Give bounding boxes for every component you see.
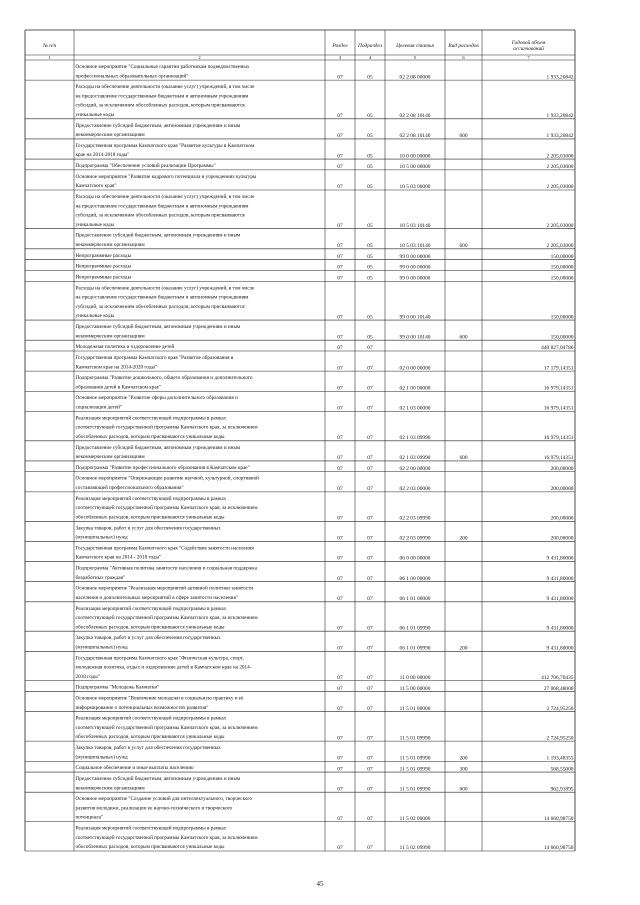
row-17-annual-volume: 16 979,14351 [543, 434, 574, 441]
row-33-podrazdel: 07 [367, 766, 373, 773]
row-14-name-line-0: Государственная программа Камчатского края "Развитие образования в [75, 355, 234, 362]
row-6-annual-volume: 2 205,03000 [546, 222, 574, 229]
row-36-name-line-0: Реализация мероприятий соответствующей подпрограммы в рамках [75, 825, 227, 832]
row-12-name-line-0: Предоставление субсидий бюджетным, автономным учреждениям и иным [75, 324, 241, 331]
row-2-podrazdel: 05 [367, 133, 373, 140]
row-3-podrazdel: 05 [367, 153, 373, 160]
row-34-razdel: 07 [337, 786, 343, 793]
row-32-target-article: 11 5 01 09990 [399, 755, 431, 762]
row-6-podrazdel: 05 [367, 222, 373, 229]
row-16-target-article: 02 1 03 00000 [399, 405, 431, 412]
row-36-target-article: 11 5 02 09990 [399, 845, 431, 852]
row-28-annual-volume: 412 706,70435 [541, 674, 574, 681]
column-index-4: 4 [368, 54, 372, 60]
row-19-target-article: 02 2 00 00000 [399, 465, 431, 472]
row-27-expense-type: 200 [459, 645, 468, 652]
row-31-podrazdel: 07 [367, 735, 373, 742]
row-17-podrazdel: 07 [367, 434, 373, 441]
row-33-razdel: 07 [337, 766, 343, 773]
row-17-razdel: 07 [337, 434, 343, 441]
row-36-name-line-1: соответствующей государственной программы Камчатского края, за исключением [75, 834, 258, 841]
row-4-target-article: 10 5 00 00000 [399, 164, 431, 171]
row-0-annual-volume: 1 933,20842 [546, 74, 574, 81]
row-35-podrazdel: 07 [367, 815, 373, 822]
row-14-razdel: 07 [337, 365, 343, 372]
row-2-target-article: 02 2 08 10140 [399, 133, 431, 140]
row-35-name-line-1: развития молодежи, реализации ее научно-технического и творческого [75, 805, 233, 812]
row-18-target-article: 02 1 03 09990 [399, 455, 431, 462]
row-15-name-line-1: образования детей в Камчатском крае" [75, 384, 162, 391]
row-27-podrazdel: 07 [367, 645, 373, 652]
row-6-name-line-3: уникальные коды [75, 221, 115, 228]
row-24-name-line-0: Подпрограмма "Активная политика занятости населения и социальная поддержка [75, 565, 258, 572]
column-index-6: 6 [462, 54, 465, 60]
row-16-name-line-1: социализации детей" [75, 404, 123, 411]
row-12-target-article: 99 0 00 10140 [399, 334, 431, 341]
row-27-target-article: 06 1 01 09990 [399, 645, 431, 652]
row-25-name-line-0: Основное мероприятие "Реализация мероприятий активной политики занятости [75, 585, 254, 592]
row-26-name-line-2: обособленных расходов, которым присваиваются уникальные коды [75, 624, 225, 631]
row-21-annual-volume: 200,00000 [550, 515, 574, 522]
row-13-annual-volume: 440 827,04786 [541, 345, 574, 352]
row-8-podrazdel: 05 [367, 253, 373, 260]
header-razdel: Раздел [332, 43, 348, 49]
row-13-razdel: 07 [337, 345, 343, 352]
row-33-expense-type: 300 [459, 766, 468, 773]
row-15-name-line-0: Подпрограмма "Развитие дошкольного, общего образования и дополнительного [75, 375, 253, 382]
row-17-name-line-0: Реализация мероприятий соответствующей подпрограммы в рамках [75, 415, 227, 422]
row-10-annual-volume: 150,00000 [550, 275, 574, 282]
row-14-annual-volume: 17 179,14351 [543, 365, 574, 372]
row-35-target-article: 11 5 02 00000 [399, 815, 431, 822]
row-28-razdel: 07 [337, 674, 343, 681]
row-31-annual-volume: 2 724,95250 [546, 735, 574, 742]
row-20-target-article: 02 2 03 00000 [399, 486, 431, 493]
row-9-name-line-0: Непрограммные расходы [75, 263, 132, 270]
column-index-5: 5 [413, 54, 417, 60]
row-24-podrazdel: 07 [367, 575, 373, 582]
row-23-razdel: 07 [337, 555, 343, 562]
row-1-name-line-2: субсидий, за исключением обособленных расходов, которым присваиваются [75, 102, 245, 109]
row-21-razdel: 07 [337, 515, 343, 522]
row-29-razdel: 07 [337, 685, 343, 692]
row-18-podrazdel: 07 [367, 455, 373, 462]
row-8-annual-volume: 150,00000 [550, 253, 574, 260]
row-21-name-line-1: соответствующей государственной программы Камчатского края, за исключением [75, 505, 258, 512]
row-23-name-line-1: Камчатского края на 2014 - 2018 годы" [75, 554, 162, 561]
page-number: 45 [316, 880, 324, 888]
row-27-annual-volume: 9 431,80000 [546, 645, 574, 652]
row-24-razdel: 07 [337, 575, 343, 582]
row-25-target-article: 06 1 01 00000 [399, 595, 431, 602]
row-22-expense-type: 200 [459, 535, 468, 542]
row-19-name-line-0: Подпрограмма "Развитие профессионального образования в Камчатском крае" [75, 464, 250, 471]
row-4-name-line-0: Подпрограмма "Обеспечение условий реализации Программы" [75, 163, 216, 170]
row-23-annual-volume: 9 431,80000 [546, 555, 574, 562]
row-17-name-line-2: обособленных расходов, которым присваиваются уникальные коды [75, 433, 225, 440]
row-9-annual-volume: 150,00000 [550, 264, 574, 271]
row-5-annual-volume: 2 205,03000 [546, 184, 574, 191]
row-3-annual-volume: 2 205,03000 [546, 153, 574, 160]
row-11-name-line-2: субсидий, за исключением обособленных расходов, которым присваиваются [75, 303, 245, 310]
row-21-name-line-0: Реализация мероприятий соответствующей подпрограммы в рамках [75, 495, 227, 502]
row-16-annual-volume: 16 979,14351 [543, 405, 574, 412]
row-10-target-article: 99 0 00 00000 [399, 275, 431, 282]
row-9-podrazdel: 05 [367, 264, 373, 271]
row-25-podrazdel: 07 [367, 595, 373, 602]
row-20-annual-volume: 200,00000 [550, 486, 574, 493]
row-28-podrazdel: 07 [367, 674, 373, 681]
row-30-podrazdel: 07 [367, 705, 373, 712]
row-0-name-line-0: Основное мероприятие "Социальные гарантии работникам подведомственных [75, 63, 250, 70]
row-19-podrazdel: 07 [367, 465, 373, 472]
row-26-razdel: 07 [337, 625, 343, 632]
row-30-name-line-1: информирование о потенциальных возможностях развития" [75, 704, 209, 711]
row-4-razdel: 07 [337, 164, 343, 171]
row-4-annual-volume: 2 205,03000 [546, 164, 574, 171]
header-annual-volume: Годовой объем [511, 40, 546, 46]
row-13-podrazdel: 07 [367, 345, 373, 352]
row-17-name-line-1: соответствующей государственной программы Камчатского края, за исключением [75, 424, 258, 431]
row-7-name-line-1: некоммерческим организациям [75, 241, 145, 248]
row-30-name-line-0: Основное мероприятие "Вовлечение молодежи в социальную практику и её [75, 695, 244, 702]
row-26-podrazdel: 07 [367, 625, 373, 632]
row-29-name-line-0: Подпрограмма "Молодежь Камчатки" [75, 684, 160, 691]
row-33-name-line-0: Социальное обеспечение и иные выплаты населению [75, 765, 194, 772]
row-27-name-line-0: Закупка товаров, работ и услуг для обеспечения государственных [75, 635, 221, 642]
row-5-name-line-0: Основное мероприятие "Развитие кадрового потенциала в учреждениях культуры [75, 173, 257, 180]
row-15-razdel: 07 [337, 385, 343, 392]
row-15-annual-volume: 16 979,14351 [543, 385, 574, 392]
row-12-annual-volume: 150,00000 [550, 334, 574, 341]
row-24-annual-volume: 9 431,80000 [546, 575, 574, 582]
row-5-razdel: 07 [337, 184, 343, 191]
row-18-expense-type: 600 [459, 455, 468, 462]
row-35-annual-volume: 14 660,98750 [543, 815, 574, 822]
row-34-target-article: 11 5 01 09990 [399, 786, 431, 793]
header-annual-volume-line2: ассигнований [513, 46, 544, 52]
row-7-podrazdel: 05 [367, 243, 373, 250]
row-32-name-line-0: Закупка товаров, работ и услуг для обеспечения государственных [75, 745, 221, 752]
header-podrazdel: Подраздел [357, 43, 383, 49]
row-22-target-article: 02 2 03 09990 [399, 535, 431, 542]
row-35-name-line-2: потенциала" [75, 814, 104, 821]
row-10-podrazdel: 05 [367, 275, 373, 282]
row-29-target-article: 11 5 00 00000 [399, 685, 431, 692]
row-6-name-line-0: Расходы на обеспечение деятельности (оказание услуг) учреждений, в том числе [75, 194, 255, 201]
row-14-target-article: 02 0 00 00000 [399, 365, 431, 372]
row-1-name-line-0: Расходы на обеспечение деятельности (оказание услуг) учреждений, в том числе [75, 84, 255, 91]
row-8-name-line-0: Непрограммные расходы [75, 252, 132, 259]
row-11-name-line-1: на предоставление государственным бюджетным и автономным учреждениям [75, 294, 249, 301]
row-32-annual-volume: 1 193,48355 [546, 755, 574, 762]
row-32-podrazdel: 07 [367, 755, 373, 762]
row-6-razdel: 07 [337, 222, 343, 229]
row-0-name-line-1: профессиональных образовательных организаций" [75, 73, 189, 80]
row-31-target-article: 11 5 01 09990 [399, 735, 431, 742]
row-22-name-line-0: Закупка товаров, работ и услуг для обеспечения государственных [75, 525, 221, 532]
row-6-target-article: 10 5 03 10140 [399, 222, 431, 229]
row-28-name-line-0: Государственная программа Камчатского края "Физическая культура, спорт, [75, 655, 244, 662]
row-21-name-line-2: обособленных расходов, которым присваиваются уникальные коды [75, 514, 225, 521]
row-34-annual-volume: 962,91895 [550, 786, 574, 793]
row-29-annual-volume: 27 068,48000 [543, 685, 574, 692]
row-31-name-line-0: Реализация мероприятий соответствующей подпрограммы в рамках [75, 715, 227, 722]
row-2-name-line-0: Предоставление субсидий бюджетным, автономным учреждениям и иным [75, 122, 241, 129]
row-0-razdel: 07 [337, 74, 343, 81]
row-11-name-line-0: Расходы на обеспечение деятельности (оказание услуг) учреждений, в том числе [75, 285, 255, 292]
row-7-annual-volume: 2 205,03000 [546, 243, 574, 250]
row-28-name-line-1: молодежная политика, отдых и оздоровление детей в Камчатском крае на 2014- [75, 664, 252, 671]
row-11-target-article: 99 0 00 10140 [399, 314, 431, 321]
header-number: № п/п [42, 43, 57, 49]
row-25-name-line-1: населения и дополнительных мероприятий в сфере занятости населения" [75, 594, 238, 601]
row-16-podrazdel: 07 [367, 405, 373, 412]
row-11-razdel: 07 [337, 314, 343, 321]
row-26-annual-volume: 9 431,80000 [546, 625, 574, 632]
row-2-razdel: 07 [337, 133, 343, 140]
row-14-podrazdel: 07 [367, 365, 373, 372]
row-16-name-line-0: Основное мероприятие "Развитие сферы дополнительного образования и [75, 395, 238, 402]
row-0-podrazdel: 05 [367, 74, 373, 81]
row-29-podrazdel: 07 [367, 685, 373, 692]
row-3-name-line-1: крае на 2014-2018 годы" [75, 152, 130, 159]
row-18-name-line-1: некоммерческим организациям [75, 454, 145, 461]
row-8-target-article: 99 0 00 00000 [399, 253, 431, 260]
row-31-name-line-1: соответствующей государственной программы Камчатского края, за исключением [75, 724, 258, 731]
row-31-name-line-2: обособленных расходов, которым присваиваются уникальные коды [75, 734, 225, 741]
row-27-name-line-1: (муниципальных) нужд [75, 644, 128, 651]
row-7-razdel: 07 [337, 243, 343, 250]
row-20-razdel: 07 [337, 486, 343, 493]
row-21-podrazdel: 07 [367, 515, 373, 522]
row-6-name-line-2: субсидий, за исключением обособленных расходов, которым присваиваются [75, 212, 245, 219]
row-25-razdel: 07 [337, 595, 343, 602]
row-36-annual-volume: 14 660,98750 [543, 845, 574, 852]
row-25-annual-volume: 9 431,80000 [546, 595, 574, 602]
row-34-podrazdel: 07 [367, 786, 373, 793]
row-35-razdel: 07 [337, 815, 343, 822]
column-index-1: 1 [48, 54, 51, 60]
row-20-podrazdel: 07 [367, 486, 373, 493]
row-28-target-article: 11 0 00 00000 [399, 674, 431, 681]
row-4-podrazdel: 05 [367, 164, 373, 171]
row-21-target-article: 02 2 03 09990 [399, 515, 431, 522]
row-24-name-line-1: безработных граждан" [75, 574, 126, 581]
row-30-annual-volume: 2 724,95250 [546, 705, 574, 712]
row-13-name-line-0: Молодежная политика и оздоровление детей [75, 344, 175, 351]
row-36-name-line-2: обособленных расходов, которым присваиваются уникальные коды [75, 844, 225, 851]
row-6-name-line-1: на предоставление государственным бюджетным и автономным учреждениям [75, 203, 249, 210]
header-target-article: Целевая статья [396, 43, 434, 49]
row-23-podrazdel: 07 [367, 555, 373, 562]
row-11-podrazdel: 05 [367, 314, 373, 321]
row-2-expense-type: 600 [459, 133, 468, 140]
row-3-razdel: 07 [337, 153, 343, 160]
row-12-name-line-1: некоммерческим организациям [75, 333, 145, 340]
row-32-expense-type: 200 [459, 755, 468, 762]
row-27-razdel: 07 [337, 645, 343, 652]
row-23-target-article: 06 0 00 00000 [399, 555, 431, 562]
row-15-podrazdel: 07 [367, 385, 373, 392]
row-22-podrazdel: 07 [367, 535, 373, 542]
row-36-podrazdel: 07 [367, 845, 373, 852]
header-expense-type: Вид расходов [448, 43, 479, 49]
row-3-target-article: 10 0 00 00000 [399, 153, 431, 160]
row-22-razdel: 07 [337, 535, 343, 542]
row-1-name-line-1: на предоставление государственным бюджетным и автономным учреждениям [75, 93, 249, 100]
row-19-annual-volume: 200,00000 [550, 465, 574, 472]
row-31-razdel: 07 [337, 735, 343, 742]
row-12-razdel: 07 [337, 334, 343, 341]
row-34-expense-type: 600 [459, 786, 468, 793]
row-16-razdel: 07 [337, 405, 343, 412]
row-33-annual-volume: 568,55000 [550, 766, 574, 773]
row-1-name-line-3: уникальные коды [75, 111, 115, 118]
column-index-3: 3 [338, 54, 342, 60]
budget-table [25, 30, 575, 851]
row-26-name-line-0: Реализация мероприятий соответствующей подпрограммы в рамках [75, 605, 227, 612]
column-index-7: 7 [527, 54, 530, 60]
row-36-razdel: 07 [337, 845, 343, 852]
row-2-name-line-1: некоммерческим организациям [75, 132, 145, 139]
row-20-name-line-1: составляющей профессионального образования" [75, 485, 184, 492]
row-30-razdel: 07 [337, 705, 343, 712]
row-19-razdel: 07 [337, 465, 343, 472]
row-26-name-line-1: соответствующей государственной программы Камчатского края, за исключением [75, 615, 258, 622]
row-11-annual-volume: 150,00000 [550, 314, 574, 321]
row-34-name-line-0: Предоставление субсидий бюджетным, автономным учреждениям и иным [75, 776, 241, 783]
row-32-razdel: 07 [337, 755, 343, 762]
row-15-target-article: 02 1 00 00000 [399, 385, 431, 392]
row-28-name-line-2: 2018 годы" [75, 673, 100, 680]
row-14-name-line-1: Камчатском крае на 2014-2020 годы" [75, 364, 158, 371]
row-12-expense-type: 600 [459, 334, 468, 341]
row-32-name-line-1: (муниципальных) нужд [75, 754, 128, 761]
row-34-name-line-1: некоммерческим организациям [75, 785, 145, 792]
row-10-razdel: 07 [337, 275, 343, 282]
row-26-target-article: 06 1 01 09990 [399, 625, 431, 632]
row-24-target-article: 06 1 00 00000 [399, 575, 431, 582]
row-22-name-line-1: (муниципальных) нужд [75, 534, 128, 541]
row-10-name-line-0: Непрограммные расходы [75, 274, 132, 281]
column-index-2: 2 [198, 54, 201, 60]
row-1-razdel: 07 [337, 113, 343, 120]
row-0-target-article: 02 2 08 00000 [399, 74, 431, 81]
row-17-target-article: 02 1 03 09990 [399, 434, 431, 441]
row-5-target-article: 10 5 03 00000 [399, 184, 431, 191]
row-7-name-line-0: Предоставление субсидий бюджетным, автономным учреждениям и иным [75, 232, 241, 239]
row-23-name-line-0: Государственная программа Камчатского края "Содействие занятости населения [75, 545, 254, 552]
row-5-name-line-1: Камчатского края" [75, 183, 117, 190]
row-2-annual-volume: 1 933,20842 [546, 133, 574, 140]
row-30-target-article: 11 5 01 00000 [399, 705, 431, 712]
row-33-target-article: 11 5 01 09990 [399, 766, 431, 773]
row-22-annual-volume: 200,00000 [550, 535, 574, 542]
row-12-podrazdel: 05 [367, 334, 373, 341]
row-9-razdel: 07 [337, 264, 343, 271]
row-35-name-line-0: Основное мероприятие "Создание условий для интеллектуального, творческого [75, 796, 253, 803]
row-18-name-line-0: Предоставление субсидий бюджетным, автономным учреждениям и иным [75, 444, 241, 451]
row-20-name-line-0: Основное мероприятие "Опережающее развитие научной, культурной, спортивной [75, 475, 259, 482]
row-1-annual-volume: 1 933,20842 [546, 113, 574, 120]
row-1-target-article: 02 2 08 10140 [399, 113, 431, 120]
row-18-annual-volume: 16 979,14351 [543, 455, 574, 462]
row-11-name-line-3: уникальные коды [75, 313, 115, 320]
row-8-razdel: 07 [337, 253, 343, 260]
row-9-target-article: 99 0 00 00000 [399, 264, 431, 271]
row-5-podrazdel: 05 [367, 184, 373, 191]
row-3-name-line-0: Государственная программа Камчатского края "Развитие культуры в Камчатском [75, 142, 255, 149]
row-7-expense-type: 600 [459, 243, 468, 250]
row-18-razdel: 07 [337, 455, 343, 462]
row-7-target-article: 10 5 03 10140 [399, 243, 431, 250]
row-1-podrazdel: 05 [367, 113, 373, 120]
